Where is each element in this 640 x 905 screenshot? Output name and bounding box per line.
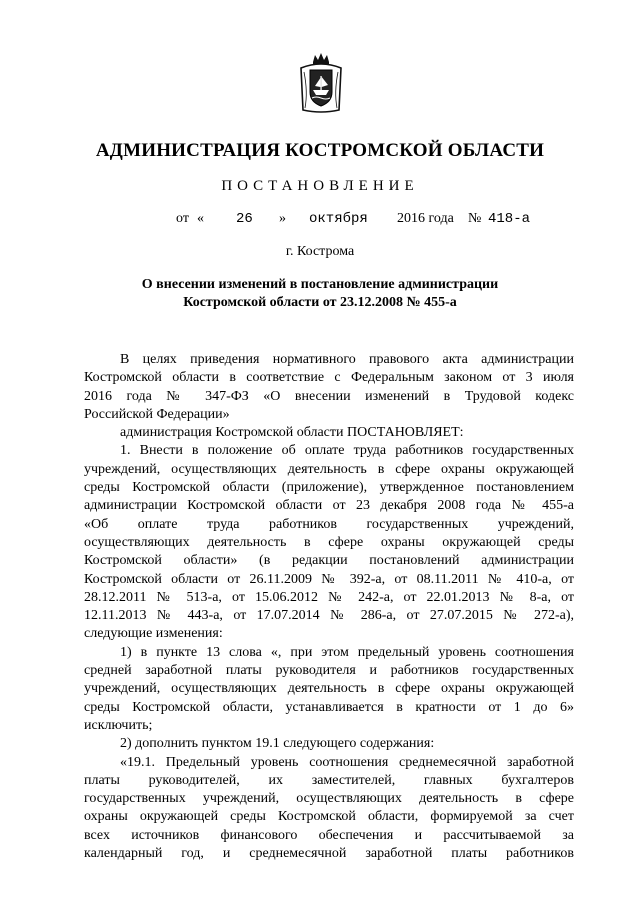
body-line: Костромской области» (в редакции постановлений администрации [84, 553, 574, 569]
date-day: 26 [236, 211, 253, 227]
body-line: 28.12.2011 № 513-а, от 15.06.2012 № 242-а, от 22.01.2013 № 8-а, от [84, 589, 574, 605]
body-line: охраны окружающей среды Костромской области, формируемой за счет [84, 809, 574, 825]
body-line: средней заработной платы руководителя и работников государственных [84, 663, 574, 679]
body-line: В целях приведения нормативного правового акта администрации [120, 352, 574, 367]
document-type: ПОСТАНОВЛЕНИЕ [221, 178, 419, 194]
body-line: Костромской области в соответствие с Федеральным законом от 3 июля [84, 370, 574, 386]
body-line: Костромской области от 26.11.2009 № 392-а, от 08.11.2011 № 410-а, от [84, 571, 574, 587]
body-line: учреждений, осуществляющих деятельность в сфере охраны окружающей [84, 461, 574, 477]
coat-of-arms-emblem [298, 52, 344, 114]
city-name: г. Кострома [285, 244, 355, 259]
body-line: 2) дополнить пунктом 19.1 следующего содержания: [120, 736, 435, 752]
body-line: осуществляющих деятельность в сфере охраны окружающей среды [84, 534, 574, 550]
body-line: 1. Внести в положение об оплате труда работников государственных [120, 443, 574, 459]
body-line: администрация Костромской области ПОСТАНОВЛЯЕТ: [120, 425, 464, 441]
date-number-line [0, 211, 640, 231]
body-line: 1) в пункте 13 слова «, при этом предельный уровень соотношения [120, 644, 574, 660]
body-line: 2016 года № 347-ФЗ «О внесении изменений в Трудовой кодекс [84, 388, 574, 404]
date-prefix: от [176, 211, 189, 226]
subject-line: О внесении изменений в постановление администрации [141, 277, 499, 292]
subject-line: Костромской области от 23.12.2008 № 455-а [183, 295, 457, 310]
body-line: «19.1. Предельный уровень соотношения среднемесячной заработной [120, 754, 574, 770]
body-line: учреждений, осуществляющих деятельность в сфере охраны окружающей [84, 681, 574, 697]
quote-close: » [279, 211, 286, 226]
body-line: 12.11.2013 № 443-а, от 17.07.2014 № 286-а, от 27.07.2015 № 272-а), [84, 608, 574, 624]
body-line: администрации Костромской области от 23 декабря 2008 года № 455-а [84, 498, 574, 514]
number-sign: № [468, 211, 482, 226]
document-number: 418-а [488, 211, 531, 227]
body-line: всех источников финансового обеспечения и рассчитываемой за [84, 827, 574, 843]
date-month: октября [309, 211, 368, 227]
date-year: 2016 года [397, 211, 454, 226]
body-line: платы руководителей, их заместителей, главных бухгалтеров [84, 772, 574, 788]
body-line: Российской Федерации» [84, 406, 230, 422]
body-line: следующие изменения: [84, 626, 223, 642]
body-line: «Об оплате труда работников государственных учреждений, [84, 516, 574, 532]
document-subject [90, 276, 550, 312]
quote-open: « [197, 211, 204, 226]
body-line: государственных учреждений, осуществляющих деятельность в сфере [84, 791, 574, 807]
organization-title: АДМИНИСТРАЦИЯ КОСТРОМСКОЙ ОБЛАСТИ [95, 140, 545, 161]
body-line: календарный год, и среднемесячной заработной платы работников [84, 846, 574, 862]
body-line: среды Костромской области (приложение), утвержденное постановлением [84, 480, 574, 496]
body-line: среды Костромской области, устанавливается в кратности от 1 до 6» [84, 699, 574, 715]
body-line: исключить; [84, 717, 153, 733]
document-body [84, 351, 574, 863]
